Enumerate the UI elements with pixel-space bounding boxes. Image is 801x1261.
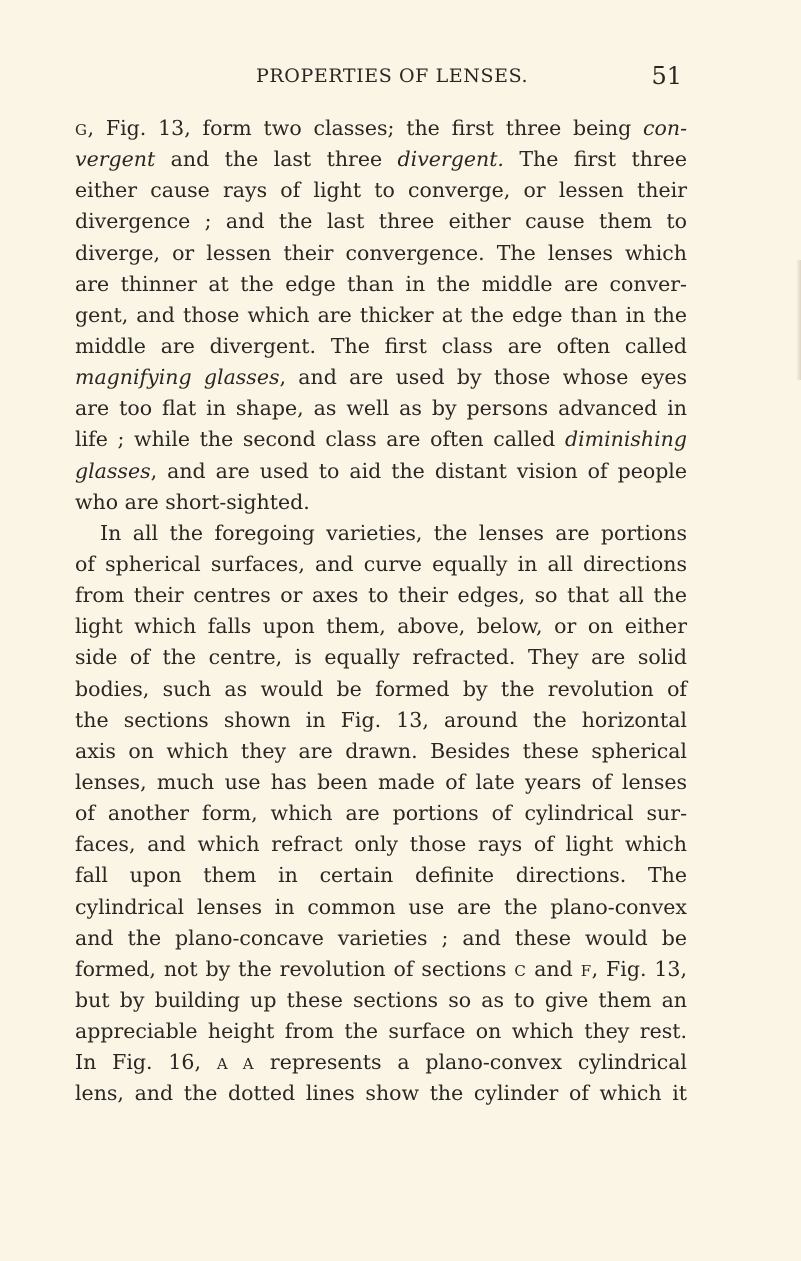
line-text: , Fig. 13,	[591, 956, 687, 981]
text-line	[75, 705, 687, 736]
running-head: PROPERTIES OF LENSES.	[256, 65, 529, 87]
line-text: diverge, or lessen their convergence. The lenses which	[75, 240, 687, 265]
line-text: and the last three	[155, 147, 398, 172]
line-text: light which falls upon them, above, below, or on either	[75, 614, 687, 639]
line-text: axis on which they are drawn. Besides these spherical	[75, 738, 687, 763]
line-text: cylindrical lenses in common use are the plano-convex	[75, 894, 687, 919]
page-edge-shadow	[796, 260, 801, 380]
line-text: lens, and the dotted lines show the cylinder of which it	[75, 1081, 687, 1106]
text-line	[75, 113, 687, 144]
body-text	[75, 113, 687, 1110]
line-text: , and are used by those whose eyes	[279, 365, 687, 390]
text-line	[75, 206, 687, 237]
text-line	[75, 580, 687, 611]
line-text: side of the centre, is equally refracted. They are solid	[75, 645, 687, 670]
text-line	[75, 269, 687, 300]
text-line	[75, 985, 687, 1016]
line-text: bodies, such as would be formed by the revolution of	[75, 676, 687, 701]
text-line	[75, 798, 687, 829]
page-header	[256, 59, 682, 93]
text-line	[75, 518, 687, 549]
text-line	[75, 923, 687, 954]
line-text: middle are divergent. The first class are often called	[75, 333, 687, 358]
emphasis-term: glasses	[75, 458, 151, 483]
text-line	[75, 829, 687, 860]
text-line	[75, 456, 687, 487]
text-line	[75, 1047, 687, 1078]
line-text: The first three	[503, 147, 687, 172]
line-text: who are short-sighted.	[75, 489, 310, 514]
text-line	[75, 393, 687, 424]
line-text: fall upon them in certain definite directions. The	[75, 863, 687, 888]
figure-letter: G	[75, 121, 88, 139]
text-line	[75, 362, 687, 393]
line-text: are thinner at the edge than in the middle are conver-	[75, 271, 687, 296]
line-text: from their centres or axes to their edges, so that all the	[75, 583, 687, 608]
text-line	[75, 487, 687, 518]
text-line	[75, 144, 687, 175]
line-text: In all the foregoing varieties, the lenses are portions	[100, 520, 687, 545]
line-text: lenses, much use has been made of late years of lenses	[75, 769, 687, 794]
line-text: gent, and those which are thicker at the edge than in the	[75, 302, 687, 327]
line-text: represents a plano-convex cylindrical	[254, 1050, 687, 1075]
text-line	[75, 1016, 687, 1047]
line-text: and	[526, 956, 581, 981]
text-line	[75, 424, 687, 455]
figure-letter: A A	[216, 1055, 255, 1074]
line-text: In Fig. 16,	[75, 1050, 217, 1075]
emphasis-term: diminishing	[564, 427, 687, 452]
line-text: faces, and which refract only those rays of light which	[75, 832, 687, 857]
line-text: the sections shown in Fig. 13, around the horizontal	[75, 707, 687, 732]
line-text: either cause rays of light to converge, or lessen their	[75, 178, 687, 203]
line-text: of another form, which are portions of cylindrical sur-	[75, 801, 687, 826]
line-text: divergence ; and the last three either cause them to	[75, 209, 687, 234]
emphasis-term: divergent.	[397, 147, 504, 172]
text-line	[75, 175, 687, 206]
section-label: F	[580, 961, 592, 980]
text-line	[75, 954, 687, 985]
emphasis-term: con-	[643, 116, 687, 140]
text-line	[75, 1078, 687, 1109]
line-text: but by building up these sections so as to give them an	[75, 987, 687, 1012]
section-label: C	[514, 961, 527, 980]
line-text: appreciable height from the surface on which they rest.	[75, 1019, 687, 1044]
line-text: and the plano-concave varieties ; and these would be	[75, 925, 687, 950]
line-text: , and are used to aid the distant vision of people	[150, 458, 687, 483]
text-line	[75, 331, 687, 362]
text-line	[75, 300, 687, 331]
text-line	[75, 736, 687, 767]
text-line	[75, 549, 687, 580]
line-text: life ; while the second class are often called	[75, 427, 565, 452]
page-number: 51	[651, 62, 682, 90]
text-line	[75, 767, 687, 798]
text-line	[75, 674, 687, 705]
line-text: are too flat in shape, as well as by persons advanced in	[75, 396, 687, 421]
text-line	[75, 642, 687, 673]
line-text: formed, not by the revolution of sections	[75, 956, 515, 981]
text-line	[75, 860, 687, 891]
text-line	[75, 611, 687, 642]
text-line	[75, 238, 687, 269]
emphasis-term: magnifying glasses	[75, 365, 280, 390]
line-text: of spherical surfaces, and curve equally in all directions	[75, 551, 687, 576]
emphasis-term: vergent	[75, 147, 156, 172]
text-line	[75, 892, 687, 923]
line-text: , Fig. 13, form two classes; the first three being	[87, 116, 644, 140]
